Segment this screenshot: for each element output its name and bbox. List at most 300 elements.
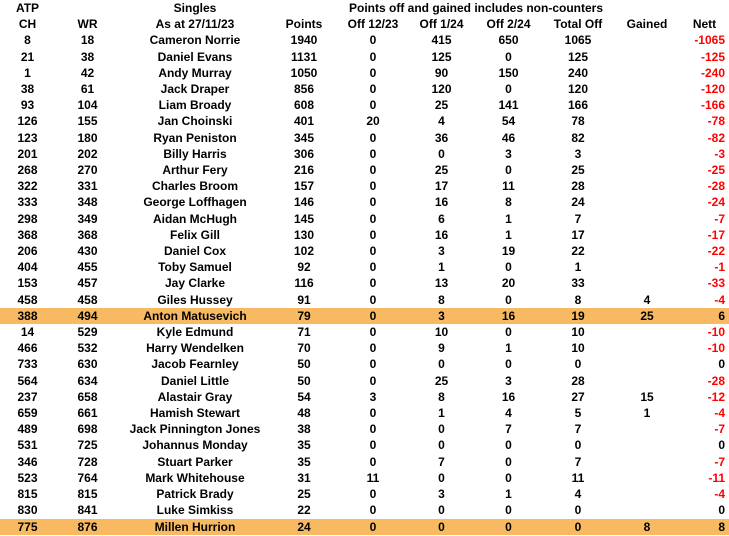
cell-ch: 93	[20, 98, 35, 113]
cell-ch: 466	[17, 341, 38, 356]
cell-ch: 153	[17, 276, 38, 291]
player-row	[0, 437, 729, 453]
cell-off-2-24: 1	[505, 341, 512, 356]
cell-total-off: 7	[574, 422, 582, 437]
cell-ch: 201	[17, 146, 38, 161]
player-row	[0, 405, 729, 421]
cell-points: 71	[297, 325, 311, 340]
cell-points: 79	[270, 308, 338, 324]
cell-ch: 523	[17, 470, 38, 485]
cell-wr: 331	[77, 179, 98, 194]
cell-nett: 0	[718, 503, 726, 518]
cell-gained	[614, 113, 680, 129]
cell-total-off: 120	[567, 82, 589, 97]
cell-off-2-24: 1	[505, 487, 512, 502]
cell-off-2-24: 0	[505, 82, 512, 97]
cell-gained	[614, 97, 680, 113]
cell-total-off: 5	[574, 406, 582, 421]
player-row	[0, 162, 729, 178]
cell-ch: 1	[24, 65, 31, 80]
cell-total-off: 27	[571, 389, 585, 404]
player-row	[0, 227, 729, 243]
cell-nett: -120	[700, 82, 726, 97]
cell-off-1-24: 8	[438, 292, 445, 307]
cell-points: 146	[293, 195, 315, 210]
cell-off-12-23: 0	[338, 308, 408, 324]
cell-off-12-23: 0	[369, 357, 377, 372]
cell-name: Jacob Fearnley	[151, 357, 239, 372]
cell-points: 50	[297, 373, 311, 388]
player-row	[0, 194, 729, 210]
cell-points: 157	[293, 179, 315, 194]
cell-nett: -22	[707, 244, 726, 259]
cell-points: 24	[270, 519, 338, 535]
cell-wr: 728	[77, 454, 98, 469]
cell-nett: -11	[708, 470, 726, 485]
cell-total-off: 10	[571, 325, 585, 340]
cell-total-off: 33	[571, 276, 585, 291]
cell-off-1-24: 0	[438, 438, 445, 453]
cell-points: 25	[297, 487, 311, 502]
cell-wr: 104	[77, 98, 98, 113]
cell-off-12-23: 0	[369, 33, 377, 48]
cell-name: Aidan McHugh	[153, 211, 237, 226]
cell-off-12-23: 0	[369, 487, 377, 502]
cell-ch: 531	[17, 438, 38, 453]
cell-off-2-24: 19	[501, 244, 516, 259]
cell-off-1-24: 7	[438, 454, 445, 469]
cell-off-1-24: 1	[438, 406, 445, 421]
cell-off-12-23: 0	[369, 227, 377, 242]
cell-off-1-24: 8	[438, 389, 445, 404]
cell-total-off: 17	[571, 227, 585, 242]
cell-off-1-24: 0	[438, 503, 445, 518]
cell-nett: -25	[707, 163, 726, 178]
cell-off-1-24: 0	[438, 422, 445, 437]
cell-wr: 349	[77, 211, 98, 226]
cell-ch: 123	[17, 130, 38, 145]
cell-ch: 322	[17, 179, 38, 194]
cell-ch: 126	[17, 114, 38, 129]
cell-total-off: 28	[571, 179, 585, 194]
cell-off-12-23: 0	[369, 98, 377, 113]
cell-off-2-24: 0	[505, 325, 512, 340]
cell-off-12-23: 0	[369, 179, 377, 194]
cell-name: Patrick Brady	[156, 487, 234, 502]
cell-wr: 634	[77, 373, 98, 388]
cell-total-off: 125	[567, 49, 589, 64]
cell-wr: 18	[80, 33, 95, 48]
cell-off-12-23: 0	[369, 260, 377, 275]
cell-name: Kyle Edmund	[156, 325, 234, 340]
cell-off-1-24: 0	[438, 146, 445, 161]
cell-nett: -166	[700, 98, 726, 113]
cell-name: Alastair Gray	[157, 389, 233, 404]
cell-gained	[614, 178, 680, 194]
cell-ch: 14	[20, 325, 35, 340]
cell-gained	[614, 454, 680, 470]
cell-gained	[614, 65, 680, 81]
cell-gained	[614, 146, 680, 162]
player-row	[0, 146, 729, 162]
player-row	[0, 97, 729, 113]
cell-wr: 348	[77, 195, 98, 210]
cell-total-off: 24	[571, 195, 585, 210]
cell-total-off: 7	[574, 211, 582, 226]
cell-gained	[614, 243, 680, 259]
cell-off-2-24: 0	[505, 163, 512, 178]
cell-total-off: 1	[574, 260, 582, 275]
cell-name: Giles Hussey	[157, 292, 233, 307]
cell-points: 856	[293, 82, 315, 97]
cell-points: 608	[293, 98, 315, 113]
cell-off-2-24: 0	[505, 49, 512, 64]
cell-off-1-24: 25	[434, 373, 449, 388]
cell-name: Ryan Peniston	[153, 130, 237, 145]
cell-nett: -1	[714, 260, 726, 275]
cell-name: Stuart Parker	[157, 454, 233, 469]
cell-off-2-24: 3	[505, 373, 512, 388]
singles-label: Singles	[173, 1, 217, 15]
cell-total-off: 25	[571, 163, 585, 178]
cell-off-1-24: 3	[408, 308, 475, 324]
player-row	[0, 130, 729, 146]
cell-nett: -17	[707, 227, 726, 242]
cell-wr: 529	[77, 325, 98, 340]
cell-off-1-24: 120	[431, 82, 452, 97]
cell-wr: 270	[77, 163, 98, 178]
cell-gained	[614, 340, 680, 356]
cell-off-12-23: 0	[369, 49, 377, 64]
cell-name: Luke Simkiss	[156, 503, 234, 518]
cell-off-1-24: 0	[408, 519, 475, 535]
cell-nett: -24	[707, 195, 726, 210]
cell-name: Anton Matusevich	[120, 308, 270, 324]
cell-points: 306	[293, 146, 315, 161]
cell-wr: 38	[80, 49, 95, 64]
cell-nett: -33	[707, 276, 726, 291]
player-row	[0, 389, 729, 405]
cell-ch: 489	[17, 422, 38, 437]
cell-off-12-23: 0	[369, 211, 377, 226]
cell-off-2-24: 0	[475, 519, 542, 535]
cell-total-off: 0	[574, 503, 582, 518]
cell-off-1-24: 125	[431, 49, 452, 64]
column-header-gained: Gained	[626, 17, 668, 32]
cell-off-1-24: 415	[431, 33, 452, 48]
cell-gained: 8	[614, 519, 680, 535]
cell-off-1-24: 16	[434, 195, 449, 210]
cell-nett: -12	[707, 389, 726, 404]
cell-off-12-23: 0	[369, 454, 377, 469]
cell-off-2-24: 8	[505, 195, 512, 210]
cell-wr: 430	[77, 244, 98, 259]
cell-name: Mark Whitehouse	[145, 470, 245, 485]
cell-gained	[614, 227, 680, 243]
cell-points: 48	[297, 406, 311, 421]
column-header-off-2-24: Off 2/24	[486, 17, 531, 32]
cell-nett: -3	[714, 146, 726, 161]
cell-ch: 830	[17, 503, 38, 518]
cell-nett: -10	[707, 325, 726, 340]
cell-points: 116	[294, 276, 314, 291]
cell-points: 1050	[290, 65, 318, 80]
cell-off-2-24: 7	[505, 422, 512, 437]
cell-nett: 6	[680, 308, 729, 324]
cell-name: Andy Murray	[158, 65, 232, 80]
cell-off-1-24: 13	[434, 276, 449, 291]
cell-total-off: 0	[574, 438, 582, 453]
cell-nett: -4	[714, 487, 726, 502]
cell-name: Jack Pinnington Jones	[129, 422, 261, 437]
cell-nett: 0	[718, 438, 726, 453]
cell-off-12-23: 3	[369, 389, 377, 404]
cell-nett: -7	[714, 454, 726, 469]
cell-off-2-24: 650	[498, 33, 519, 48]
cell-off-12-23: 0	[369, 244, 377, 259]
cell-nett: -125	[700, 49, 726, 64]
cell-wr: 494	[55, 308, 120, 324]
cell-ch: 404	[17, 260, 38, 275]
player-row	[0, 81, 729, 97]
cell-ch: 564	[17, 373, 38, 388]
cell-name: Millen Hurrion	[120, 519, 270, 535]
cell-total-off: 7	[574, 454, 582, 469]
player-row	[0, 259, 729, 275]
column-header-off-12-23: Off 12/23	[347, 17, 399, 32]
cell-points: 102	[293, 244, 315, 259]
cell-wr: 61	[80, 82, 95, 97]
cell-wr: 698	[77, 422, 98, 437]
cell-wr: 841	[77, 503, 98, 518]
cell-wr: 458	[77, 292, 98, 307]
cell-ch: 8	[24, 33, 31, 48]
cell-wr: 658	[77, 389, 98, 404]
cell-off-12-23: 0	[369, 325, 377, 340]
player-row	[0, 49, 729, 65]
cell-off-1-24: 9	[438, 341, 445, 356]
cell-points: 216	[293, 163, 315, 178]
cell-nett: -7	[714, 211, 726, 226]
cell-off-12-23: 0	[369, 163, 377, 178]
player-row	[0, 292, 729, 308]
cell-points: 54	[297, 389, 311, 404]
cell-wr: 725	[77, 438, 98, 453]
cell-name: Cameron Norrie	[149, 33, 241, 48]
cell-off-12-23: 0	[369, 373, 377, 388]
cell-wr: 155	[77, 114, 98, 129]
cell-off-2-24: 46	[501, 130, 516, 145]
cell-total-off: 11	[571, 470, 585, 485]
cell-off-12-23: 0	[369, 82, 377, 97]
cell-off-12-23: 0	[369, 438, 377, 453]
cell-off-2-24: 16	[501, 389, 516, 404]
cell-gained	[614, 81, 680, 97]
cell-name: Daniel Cox	[163, 244, 226, 259]
cell-off-2-24: 0	[505, 292, 512, 307]
cell-off-12-23: 0	[369, 65, 377, 80]
cell-points: 130	[293, 227, 315, 242]
cell-ch: 237	[17, 389, 38, 404]
cell-total-off: 78	[571, 114, 585, 129]
column-header-nett: Nett	[692, 17, 717, 32]
player-row	[0, 178, 729, 194]
player-row	[0, 275, 729, 291]
cell-nett: -1065	[694, 33, 726, 48]
cell-off-1-24: 0	[438, 357, 445, 372]
player-row	[0, 454, 729, 470]
cell-name: Liam Broady	[158, 98, 232, 113]
cell-total-off: 8	[574, 292, 582, 307]
cell-name: Harry Wendelken	[146, 341, 244, 356]
cell-off-12-23: 0	[369, 292, 377, 307]
cell-nett: -10	[707, 341, 726, 356]
cell-points: 145	[293, 211, 315, 226]
cell-gained	[614, 194, 680, 210]
cell-wr: 180	[77, 130, 98, 145]
player-row	[0, 308, 729, 324]
cell-nett: 0	[718, 357, 726, 372]
cell-gained	[614, 324, 680, 340]
cell-wr: 876	[55, 519, 120, 535]
player-row	[0, 340, 729, 356]
cell-off-1-24: 90	[434, 65, 449, 80]
cell-off-1-24: 25	[434, 163, 449, 178]
cell-points: 31	[297, 470, 311, 485]
cell-wr: 532	[77, 341, 98, 356]
column-header-ch: CH	[18, 17, 37, 32]
cell-total-off: 28	[571, 373, 585, 388]
cell-name: George Loffhagen	[143, 195, 247, 210]
cell-off-2-24: 54	[501, 114, 516, 129]
cell-off-2-24: 0	[505, 470, 512, 485]
cell-off-2-24: 1	[505, 227, 512, 242]
cell-total-off: 166	[567, 98, 589, 113]
cell-total-off: 82	[571, 130, 585, 145]
cell-points: 92	[297, 260, 311, 275]
cell-wr: 630	[77, 357, 98, 372]
non-counters-note: Points off and gained includes non-counters	[349, 1, 604, 15]
cell-ch: 733	[17, 357, 38, 372]
cell-nett: -78	[707, 114, 726, 129]
cell-ch: 206	[17, 244, 38, 259]
cell-total-off: 19	[542, 308, 614, 324]
cell-nett: -7	[714, 422, 726, 437]
cell-gained	[614, 211, 680, 227]
cell-name: Jay Clarke	[164, 276, 226, 291]
cell-wr: 202	[77, 146, 98, 161]
column-header-name: As at 27/11/23	[155, 17, 235, 32]
cell-gained: 1	[643, 406, 651, 421]
cell-nett: -28	[707, 179, 726, 194]
cell-off-2-24: 150	[498, 65, 519, 80]
cell-gained	[614, 259, 680, 275]
player-row	[0, 519, 729, 535]
column-header-wr: WR	[77, 17, 98, 32]
cell-off-1-24: 36	[434, 130, 449, 145]
cell-ch: 368	[17, 227, 38, 242]
cell-off-12-23: 11	[366, 470, 380, 485]
cell-gained	[614, 130, 680, 146]
cell-gained: 25	[614, 308, 680, 324]
cell-gained	[614, 162, 680, 178]
cell-off-12-23: 20	[366, 114, 380, 129]
cell-nett: -4	[714, 406, 726, 421]
cell-gained	[614, 49, 680, 65]
cell-name: Johannus Monday	[142, 438, 248, 453]
empty-cell	[614, 0, 680, 16]
cell-nett: -4	[714, 292, 726, 307]
cell-gained: 15	[640, 389, 654, 404]
cell-name: Hamish Stewart	[149, 406, 241, 421]
cell-ch: 388	[0, 308, 55, 324]
cell-points: 22	[297, 503, 311, 518]
player-row	[0, 113, 729, 129]
cell-off-2-24: 0	[505, 260, 512, 275]
cell-off-2-24: 16	[475, 308, 542, 324]
column-header-row	[0, 16, 729, 32]
cell-ch: 268	[17, 163, 38, 178]
player-row	[0, 421, 729, 437]
cell-nett: -28	[707, 373, 726, 388]
cell-gained	[614, 470, 680, 486]
cell-off-1-24: 3	[438, 244, 445, 259]
cell-off-2-24: 0	[505, 357, 512, 372]
empty-cell	[55, 0, 120, 16]
cell-name: Jan Choinski	[157, 114, 233, 129]
cell-gained	[614, 421, 680, 437]
cell-name: Charles Broom	[151, 179, 239, 194]
cell-off-12-23: 0	[338, 519, 408, 535]
empty-cell	[680, 0, 729, 16]
cell-off-2-24: 20	[501, 276, 516, 291]
cell-ch: 21	[20, 49, 35, 64]
cell-wr: 764	[77, 470, 98, 485]
cell-gained	[614, 437, 680, 453]
cell-off-2-24: 11	[502, 179, 515, 194]
cell-off-1-24: 25	[434, 98, 449, 113]
cell-points: 70	[297, 341, 311, 356]
column-header-total-off: Total Off	[553, 17, 603, 32]
cell-points: 1131	[290, 49, 318, 64]
cell-gained	[614, 356, 680, 372]
column-header-off-1-24: Off 1/24	[419, 17, 464, 32]
cell-nett: 8	[680, 519, 729, 535]
cell-total-off: 4	[574, 487, 582, 502]
cell-off-12-23: 0	[369, 406, 377, 421]
cell-off-12-23: 0	[369, 195, 377, 210]
cell-name: Billy Harris	[163, 146, 227, 161]
cell-gained	[614, 502, 680, 518]
cell-off-12-23: 0	[369, 341, 377, 356]
cell-wr: 455	[77, 260, 98, 275]
cell-total-off: 3	[574, 146, 582, 161]
cell-ch: 775	[0, 519, 55, 535]
cell-points: 35	[297, 438, 311, 453]
cell-gained	[614, 373, 680, 389]
cell-off-12-23: 0	[369, 130, 377, 145]
cell-total-off: 0	[542, 519, 614, 535]
cell-off-2-24: 1	[505, 211, 512, 226]
cell-off-2-24: 141	[498, 98, 519, 113]
column-header-points: Points	[285, 17, 323, 32]
title-row	[0, 0, 729, 16]
cell-ch: 346	[17, 454, 38, 469]
player-row	[0, 65, 729, 81]
cell-wr: 815	[77, 487, 98, 502]
cell-off-2-24: 0	[505, 503, 512, 518]
cell-gained	[614, 32, 680, 48]
